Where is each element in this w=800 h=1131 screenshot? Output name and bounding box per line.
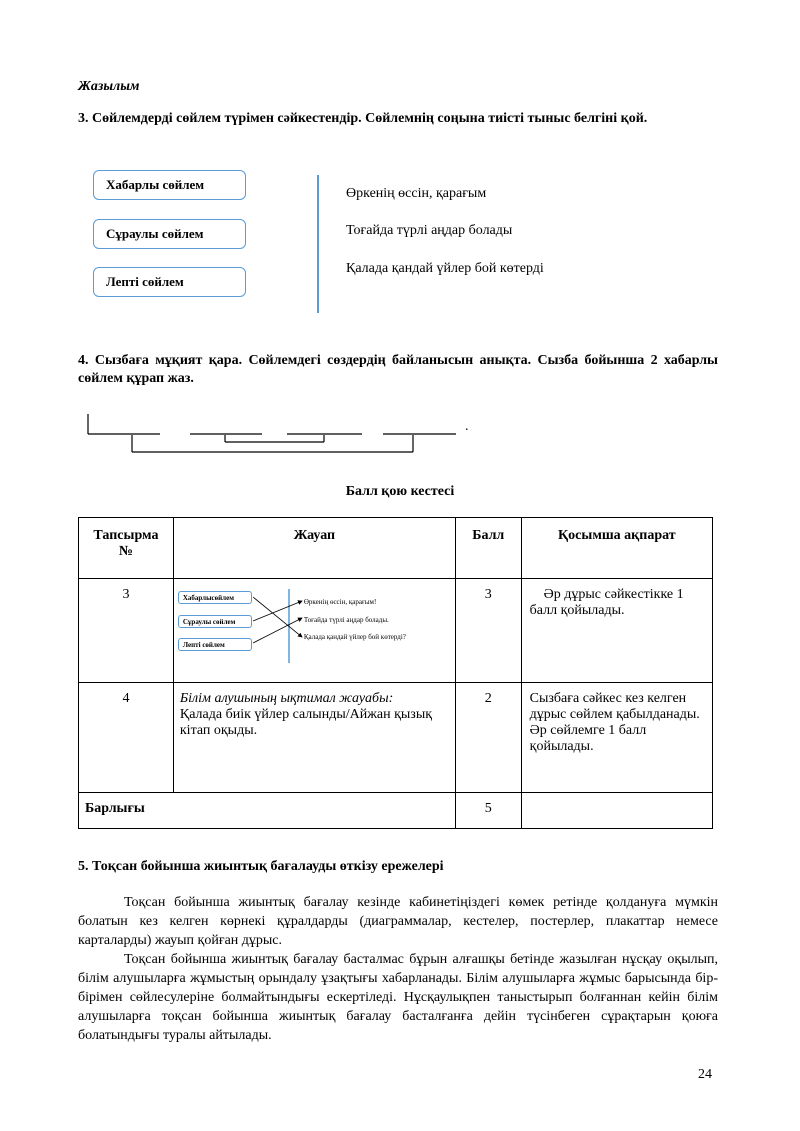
matching-arrows <box>178 585 443 665</box>
row2-answer <box>173 683 455 793</box>
row2-answer-label: Білім алушының ықтимал жауабы: <box>179 691 394 706</box>
total-info-empty <box>521 793 712 829</box>
answer-matching-diagram <box>178 585 443 665</box>
task3-instruction: 3. Сөйлемдерді сөйлем түрімен сәйкестендір. Сөйлемнің соңына тиісті тыныс белгіні қой. <box>78 111 648 126</box>
type-box-exclamatory: Лепті сөйлем <box>93 267 246 297</box>
divider-line <box>317 175 319 313</box>
table-row <box>79 579 713 683</box>
header-info: Қосымша ақпарат <box>521 518 712 579</box>
row1-info: Әр дұрыс сәйкестікке 1 балл қойылады. <box>521 579 712 683</box>
mini-type-box-3: Лепті сөйлем <box>178 638 252 651</box>
header-task: Тапсырма № <box>79 518 174 579</box>
mini-sentence-1: Өркенің өссін, қарағым! <box>303 598 377 606</box>
section-title: Жазылым <box>78 79 140 94</box>
section5-paragraph-1: Тоқсан бойынша жиынтық бағалау кезінде кабинетіңіздегі көмек ретінде қолдануға мүмкін болатын кез келген көрнекі құралдарды (диаграммалар, кестелер, постерлер, плакаттар немесе карталарды) жауып қойған дұрыс. <box>78 895 718 948</box>
row2-answer-text: Қалада биік үйлер салынды/Айжан қызық кітап оқыды. <box>179 707 433 738</box>
mini-sentence-3: Қалада қандай үйлер бой көтерді? <box>303 633 406 641</box>
mini-type-box-1: Хабарлысөйлем <box>178 591 252 604</box>
table-total-row <box>79 793 713 829</box>
section5-title: 5. Тоқсан бойынша жиынтық бағалауды өткізу ережелері <box>78 859 444 874</box>
section5-paragraph-2: Тоқсан бойынша жиынтық бағалау басталмас бұрын алғашқы бетінде жазылған нұсқау оқылып, білім алушыларға жұмыстың орындалу ұзақтығы хабарланады. Білім алушыларға жұмыс барысында бір-бірімен сөйлесулеріне болмайтындығы ескертіледі. Нұсқаулықпен таныстырып болғаннан кейін білім алушыларға тоқсан бойынша жиынтық бағалау басталғанға дейін түсінбеген сұрақтарын қоюға болатындығы туралы айтылады. <box>78 952 718 1043</box>
score-table-title: Балл қою кестесі <box>345 484 455 499</box>
header-score: Балл <box>455 518 521 579</box>
mini-sentence-2: Тоғайда түрлі аңдар болады. <box>303 616 389 624</box>
score-table <box>78 517 713 829</box>
row2-task: 4 <box>79 683 174 793</box>
row2-score: 2 <box>455 683 521 793</box>
total-label: Барлығы <box>79 793 456 829</box>
total-score: 5 <box>455 793 521 829</box>
type-box-interrogative: Сұраулы сөйлем <box>93 219 246 249</box>
sentence-2: Тоғайда түрлі аңдар болады <box>346 223 513 238</box>
table-row <box>79 683 713 793</box>
sentence-scheme-diagram <box>80 408 500 463</box>
task4-instruction: 4. Сызбаға мұқият қара. Сөйлемдегі сөздердің байланысын анықта. Сызба бойынша 2 хабарлы сөйлем құрап жаз. <box>78 353 718 386</box>
row2-info: Сызбаға сәйкес кез келген дұрыс сөйлем қабылданады. Әр сөйлемге 1 балл қойылады. <box>521 683 712 793</box>
sentence-1: Өркенің өссін, қарағым <box>346 186 487 201</box>
table-header-row <box>79 518 713 579</box>
header-answer: Жауап <box>173 518 455 579</box>
scheme-period: . <box>465 419 469 434</box>
page-number: 24 <box>698 1067 712 1082</box>
mini-type-box-2: Сұраулы сөйлем <box>178 615 252 628</box>
sentence-3: Қалада қандай үйлер бой көтерді <box>346 261 544 276</box>
row1-answer <box>173 579 455 683</box>
row1-task: 3 <box>79 579 174 683</box>
row1-score: 3 <box>455 579 521 683</box>
type-box-declarative: Хабарлы сөйлем <box>93 170 246 200</box>
